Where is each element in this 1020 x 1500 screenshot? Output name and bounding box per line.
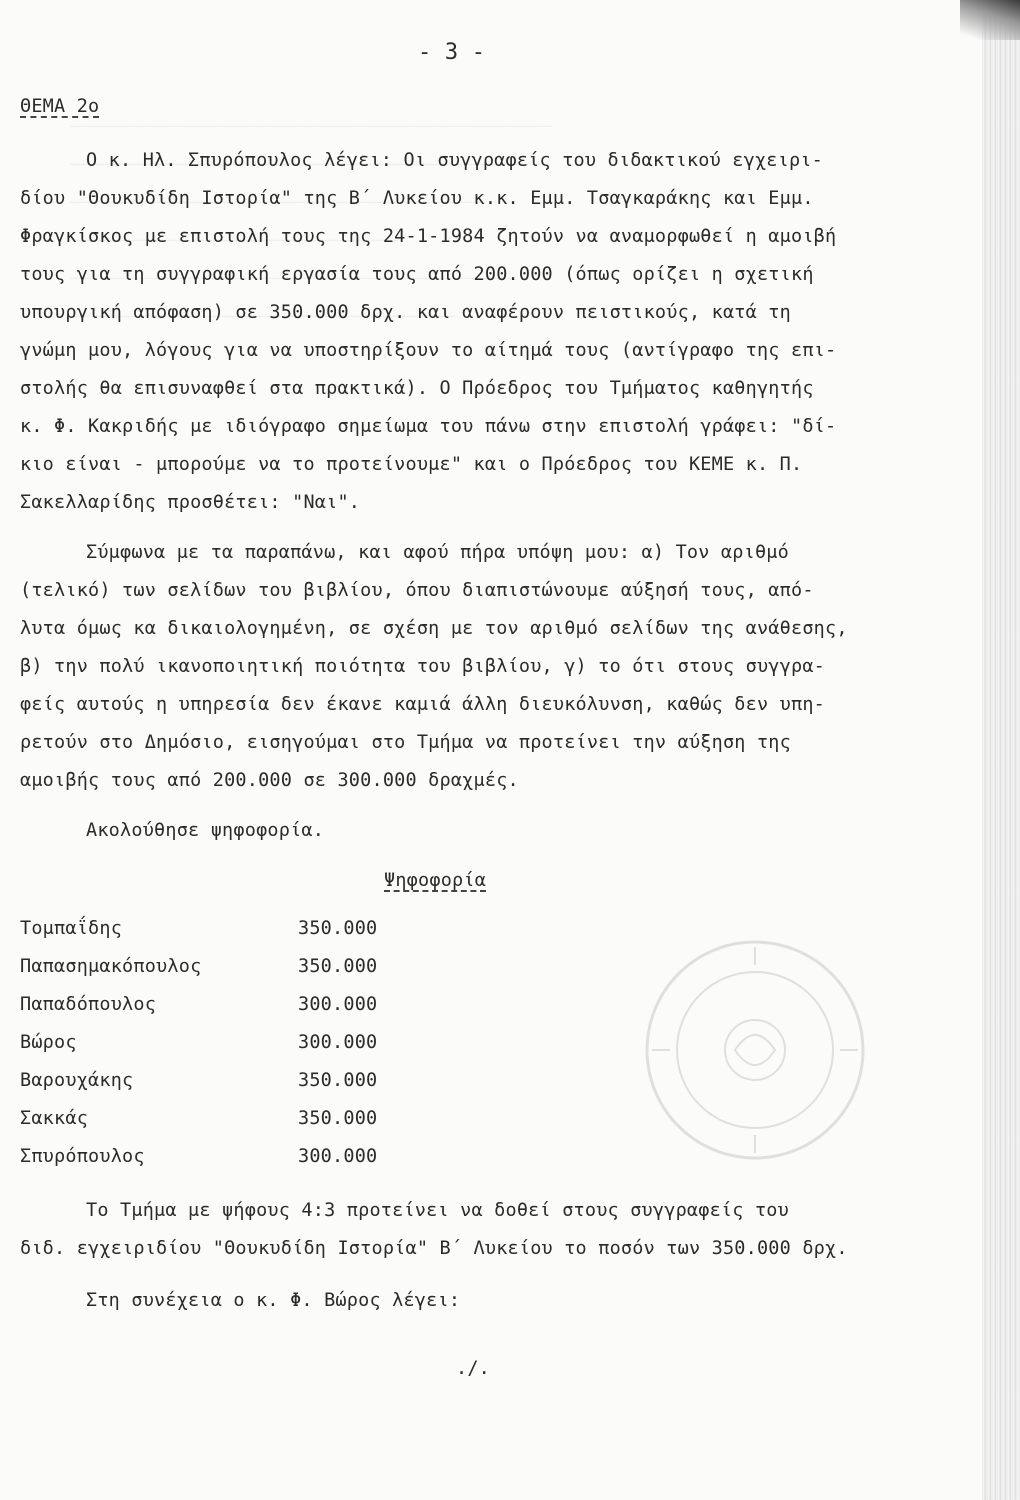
paragraph1-line-5: υπουργική απόφαση) σε 350.000 δρχ. και αναφέρουν πειστικούς, κατά τη — [20, 302, 791, 323]
page-corner-shadow — [960, 0, 1020, 40]
vote-title: Ψηφοφορία — [384, 870, 487, 891]
closing-line: Στη συνέχεια ο κ. Φ. Βώρος λέγει: — [86, 1290, 461, 1311]
vote-name: Σπυρόπουλος — [20, 1146, 145, 1167]
vote-value: 300.000 — [298, 1032, 378, 1053]
paragraph1-line-4: τους για τη συγγραφική εργασία τους από 200.000 (όπως ορίζει η σχετική — [20, 264, 814, 285]
vote-intro: Ακολούθησε ψηφοφορία. — [86, 820, 325, 841]
vote-value: 350.000 — [298, 1070, 378, 1091]
vote-name: Παπασημακόπουλος — [20, 956, 202, 977]
official-stamp-icon — [640, 935, 870, 1165]
vote-name: Τομπαΐδης — [20, 918, 123, 939]
paragraph2-line-6: ρετούν στο Δημόσιο, εισηγούμαι στο Τμήμα να προτείνει την αύξηση της — [20, 732, 791, 753]
paragraph1-line-8: κ. Φ. Κακριδής με ιδιόγραφο σημείωμα του πάνω στην επιστολή γράφει: "δί- — [20, 416, 837, 437]
paragraph2-line-3: λυτα όμως κα δικαιολογημένη, σε σχέση με τον αριθμό σελίδων της ανάθεσης, — [20, 618, 848, 639]
paragraph2-line-1: Σύμφωνα με τα παραπάνω, και αφού πήρα υπόψη μου: α) Τον αριθμό — [86, 542, 789, 563]
vote-name: Παπαδόπουλος — [20, 994, 157, 1015]
vote-name: Βαρουχάκης — [20, 1070, 134, 1091]
paragraph2-line-4: β) την πολύ ικανοποιητική ποιότητα του βιβλίου, γ) το ότι στους συγγρα- — [20, 656, 825, 677]
page-edge — [982, 0, 1020, 1500]
vote-value: 300.000 — [298, 1146, 378, 1167]
vote-value: 350.000 — [298, 956, 378, 977]
paragraph2-line-7: αμοιβής τους από 200.000 σε 300.000 δραχμές. — [20, 770, 519, 791]
vote-value: 350.000 — [298, 918, 378, 939]
paragraph1-line-1: Ο κ. Ηλ. Σπυρόπουλος λέγει: Οι συγγραφείς του διδακτικού εγχειρι- — [86, 150, 823, 171]
vote-value: 350.000 — [298, 1108, 378, 1129]
section-heading: ΘΕΜΑ 2ο — [20, 96, 100, 117]
paragraph1-line-10: Σακελλαρίδης προσθέτει: "Ναι". — [20, 492, 361, 513]
paragraph3-line-1: Το Τμήμα με ψήφους 4:3 προτείνει να δοθεί στους συγγραφείς του — [86, 1200, 789, 1221]
page-number: - 3 - — [418, 40, 486, 65]
vote-name: Σακκάς — [20, 1108, 89, 1129]
paragraph2-line-2: (τελικό) των σελίδων του βιβλίου, όπου διαπιστώνουμε αύξησή τους, από- — [20, 580, 814, 601]
vote-value: 300.000 — [298, 994, 378, 1015]
paragraph1-line-9: κιο είναι - μπορούμε να το προτείνουμε" και ο Πρόεδρος του ΚΕΜΕ κ. Π. — [20, 454, 803, 475]
vote-name: Βώρος — [20, 1032, 77, 1053]
continuation-mark: ./. — [456, 1358, 491, 1379]
paragraph3-line-2: διδ. εγχειριδίου "Θουκυδίδη Ιστορία" Β΄ Λυκείου το ποσόν των 350.000 δρχ. — [20, 1238, 848, 1259]
paragraph1-line-6: γνώμη μου, λόγους για να υποστηρίξουν το αίτημά τους (αντίγραφο της επι- — [20, 340, 837, 361]
paragraph1-line-7: στολής θα επισυναφθεί στα πρακτικά). Ο Πρόεδρος του Τμήματος καθηγητής — [20, 378, 814, 399]
paragraph1-line-2: δίου "Θουκυδίδη Ιστορία" της Β΄ Λυκείου κ.κ. Εμμ. Τσαγκαράκης και Εμμ. — [20, 188, 814, 209]
paragraph1-line-3: Φραγκίσκος με επιστολή τους της 24-1-1984 ζητούν να αναμορφωθεί η αμοιβή — [20, 226, 837, 247]
paragraph2-line-5: φείς αυτούς η υπηρεσία δεν έκανε καμιά άλλη διευκόλυνση, καθώς δεν υπη- — [20, 694, 825, 715]
